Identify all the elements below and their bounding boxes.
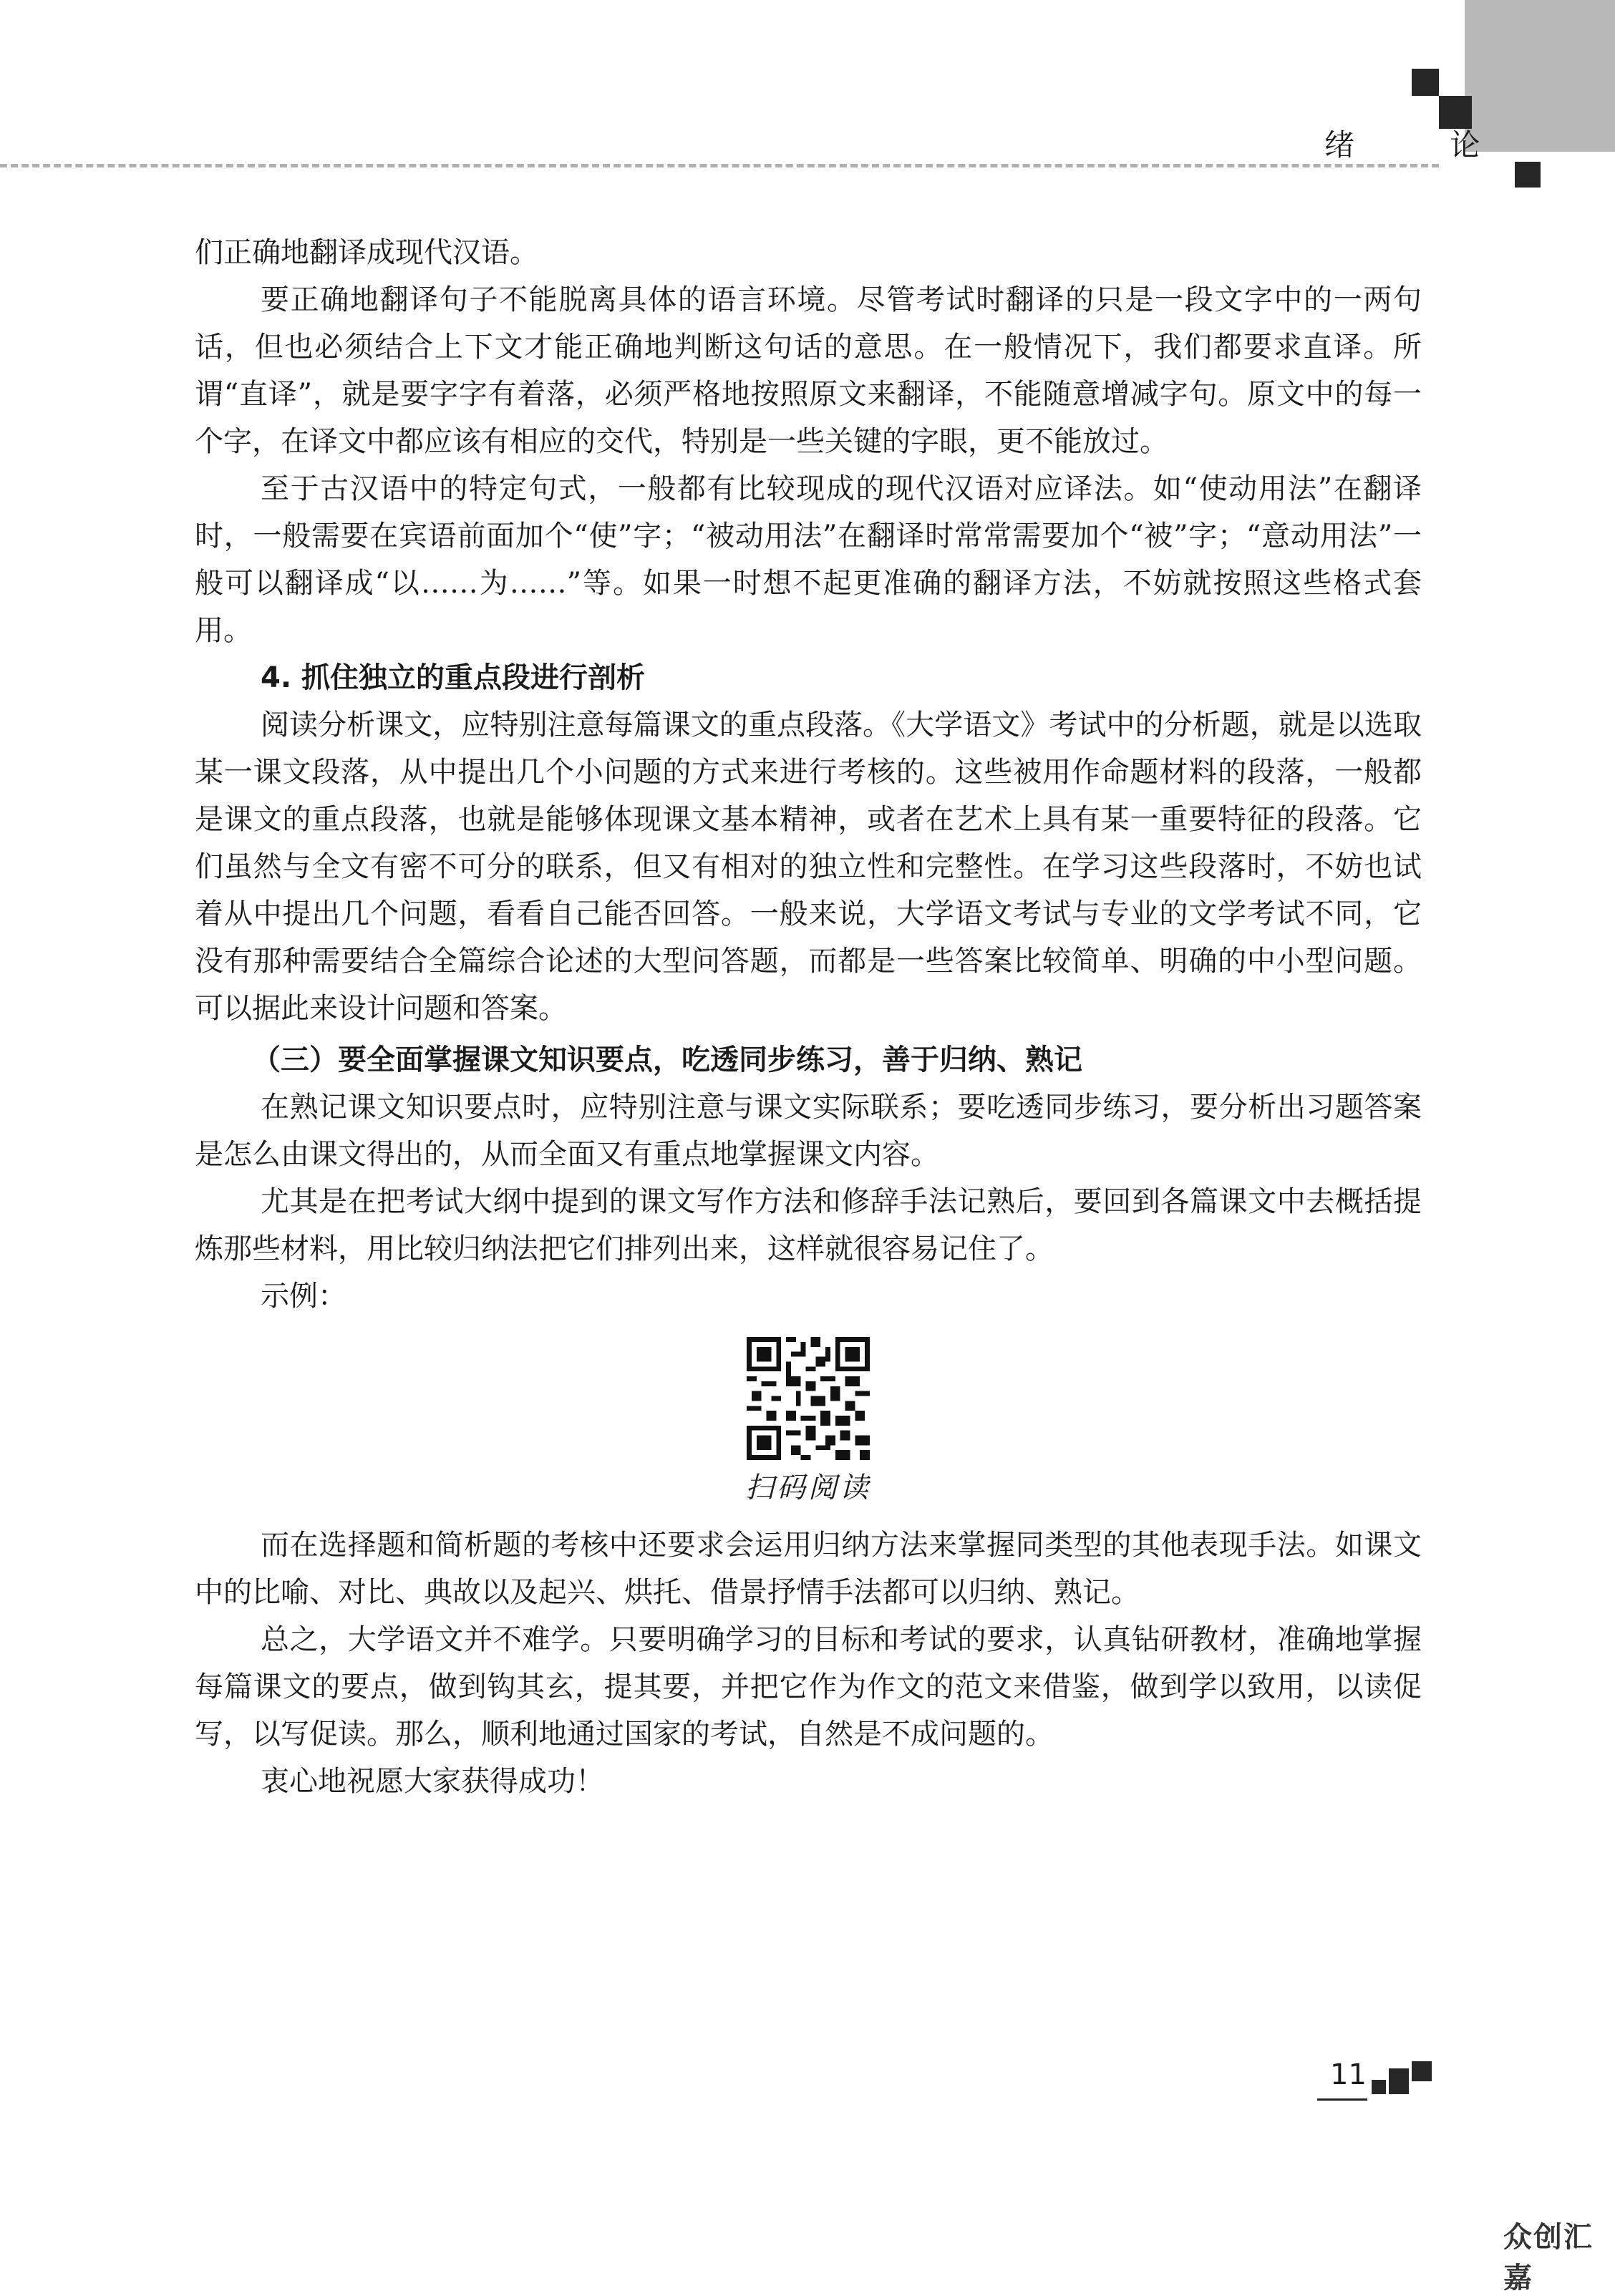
paragraph: 尤其是在把考试大纲中提到的课文写作方法和修辞手法记熟后，要回到各篇课文中去概括提炼那些材料，用比较归纳法把它们排列出来，这样就很容易记住了。 (195, 1185, 1422, 1265)
paragraph: 们正确地翻译成现代汉语。 (195, 236, 538, 269)
watermark: 众创汇嘉 (1503, 2221, 1594, 2295)
paragraph: 衷心地祝愿大家获得成功！ (261, 1765, 604, 1798)
qr-block (195, 1337, 1422, 1510)
paragraph: 阅读分析课文，应特别注意每篇课文的重点段落。《大学语文》考试中的分析题，就是以选取某一课文段落，从中提出几个小问题的方式来进行考核的。这些被用作命题材料的段落，一般都是课文的重点段落，也就是能够体现课文基本精神，或者在艺术上具有某一重要特征的段落。它们虽然与全文有密不可分的联系，但又有相对的独立性和完整性。在学习这些段落时，不妨也试着从中提出几个问题，看看自己能否回答。一般来说，大学语文考试与专业的文学考试不同，它没有那种需要结合全篇综合论述的大型问答题，而都是一些答案比较简单、明确的中小型问题。可以据此来设计问题和答案。 (195, 709, 1422, 1025)
chapter-title: 绪 论 (1324, 127, 1523, 162)
section-heading: （三）要全面掌握课文知识要点，吃透同步练习，善于归纳、熟记 (252, 1043, 1082, 1076)
header-dashed-rule (0, 164, 1439, 167)
paragraph: 总之，大学语文并不难学。只要明确学习的目标和考试的要求，认真钻研教材，准确地掌握每篇课文的要点，做到钩其玄，提其要，并把它作为作文的范文来借鉴，做到学以致用，以读促写，以写促读。那么，顺利地通过国家的考试，自然是不成问题的。 (195, 1623, 1422, 1751)
page-body (195, 229, 1422, 1805)
page-number-underline (1317, 2098, 1367, 2101)
paragraph: 而在选择题和简析题的考核中还要求会运用归纳方法来掌握同类型的其他表现手法。如课文中的比喻、对比、典故以及起兴、烘托、借景抒情手法都可以归纳、熟记。 (195, 1529, 1422, 1609)
footer-deco-square (1372, 2080, 1386, 2094)
paragraph: 至于古汉语中的特定句式，一般都有比较现成的现代汉语对应译法。如“使动用法”在翻译时，一般需要在宾语前面加个“使”字；“被动用法”在翻译时常常需要加个“被”字；“意动用法”一般可以翻译成“以……为……”等。如果一时想不起更准确的翻译方法，不妨就按照这些格式套用。 (195, 472, 1422, 647)
paragraph: 要正确地翻译句子不能脱离具体的语言环境。尽管考试时翻译的只是一段文字中的一两句话，但也必须结合上下文才能正确地判断这句话的意思。在一般情况下，我们都要求直译。所谓“直译”，就是要字字有着落，必须严格地按照原文来翻译，不能随意增减字句。原文中的每一个字，在译文中都应该有相应的交代，特别是一些关键的字眼，更不能放过。 (195, 283, 1422, 458)
qr-code[interactable] (747, 1337, 870, 1460)
header-deco-square (1515, 162, 1541, 188)
page-number: 11 (1330, 2058, 1367, 2091)
qr-caption: 扫码阅读 (745, 1472, 871, 1504)
footer-deco-square (1412, 2061, 1432, 2081)
header-deco-square (1412, 69, 1439, 96)
paragraph: 示例： (261, 1280, 346, 1313)
section-heading: 4. 抓住独立的重点段进行剖析 (261, 661, 645, 694)
paragraph: 在熟记课文知识要点时，应特别注意与课文实际联系；要吃透同步练习，要分析出习题答案是怎么由课文得出的，从而全面又有重点地掌握课文内容。 (195, 1091, 1422, 1171)
footer-deco-square (1389, 2068, 1409, 2094)
